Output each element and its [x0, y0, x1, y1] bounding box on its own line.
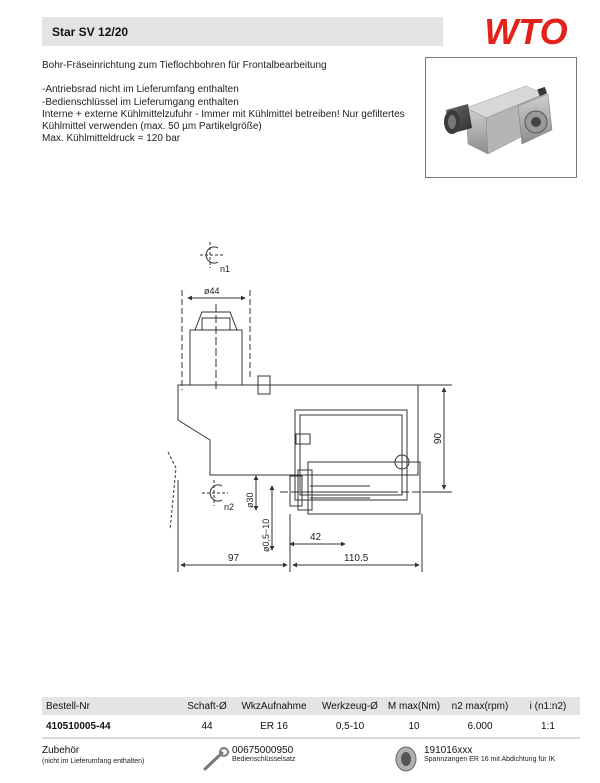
rotation-n2-symbol — [202, 480, 234, 512]
dim-97: 97 — [228, 553, 240, 564]
header-cell: M max(Nm) — [387, 700, 441, 712]
spec-table — [42, 697, 580, 739]
logo-text: WTO — [484, 13, 568, 52]
table-cell: 0,5-10 — [335, 720, 365, 732]
table-cell: 10 — [408, 720, 420, 732]
title-bar — [42, 17, 443, 46]
header-cell: WkzAufnahme — [241, 700, 307, 712]
product-photo — [425, 57, 577, 178]
table-cell: 44 — [201, 720, 213, 732]
dim-42: 42 — [310, 532, 322, 543]
dim-d30: ø30 — [245, 492, 255, 508]
description-line: Bohr-Fräseinrichtung zum Tieflochbohren für Frontalbearbeitung — [42, 60, 327, 71]
header-cell: Werkzeug-Ø — [322, 700, 378, 712]
table-cell: ER 16 — [260, 720, 288, 732]
label-n2: n2 — [224, 502, 235, 512]
description-line: Interne + externe Kühlmittelzufuhr - Immer mit Kühlmittel betreiben! Nur gefiltertes — [42, 108, 405, 120]
dim-d05-10: ø0,5−10 — [261, 518, 271, 552]
accessory-name: Spannzangen ER 16 mit Abdichtung für IK — [424, 756, 556, 763]
table-cell: 6.000 — [467, 720, 493, 732]
accessory-name: Bedienschlüsselsatz — [232, 756, 296, 763]
description-line: -Antriebsrad nicht im Lieferumfang enthalten — [42, 84, 239, 96]
accessory-code: 191016xxx — [424, 745, 473, 756]
dim-110-5: 110.5 — [344, 553, 369, 564]
table-header-row — [42, 697, 580, 715]
table-cell: 1:1 — [541, 720, 555, 732]
collet-icon — [392, 745, 420, 773]
order-number: 410510005-44 — [46, 720, 111, 732]
product-title: Star SV 12/20 — [52, 24, 129, 39]
accessories-section — [42, 745, 582, 777]
label-n1: n1 — [220, 264, 231, 274]
accessories-note: (nicht im Lieferumfang enthalten) — [42, 758, 145, 765]
description-line: -Bedienschlüssel im Lieferumgang enthalten — [42, 96, 239, 108]
wto-logo — [468, 13, 584, 53]
rotation-n1-symbol — [200, 242, 230, 274]
description-line: Max. Kühlmitteldruck = 120 bar — [42, 133, 181, 145]
wrench-icon — [202, 747, 230, 773]
header-cell: n2 max(rpm) — [451, 700, 509, 712]
header-cell: Bestell-Nr — [46, 700, 90, 712]
dim-d44: ø44 — [204, 286, 220, 296]
header-cell: Schaft-Ø — [187, 700, 227, 712]
accessories-title: Zubehör — [42, 745, 80, 756]
header-cell: i (n1:n2) — [529, 700, 567, 712]
technical-drawing — [140, 230, 470, 575]
product-description — [42, 60, 427, 146]
dim-90: 90 — [433, 432, 444, 444]
accessory-code: 00675000950 — [232, 745, 294, 756]
table-row — [42, 715, 580, 739]
description-line: Kühlmittel verwenden (max. 50 µm Partikelgröße) — [42, 121, 262, 133]
product-render-image — [426, 58, 576, 177]
